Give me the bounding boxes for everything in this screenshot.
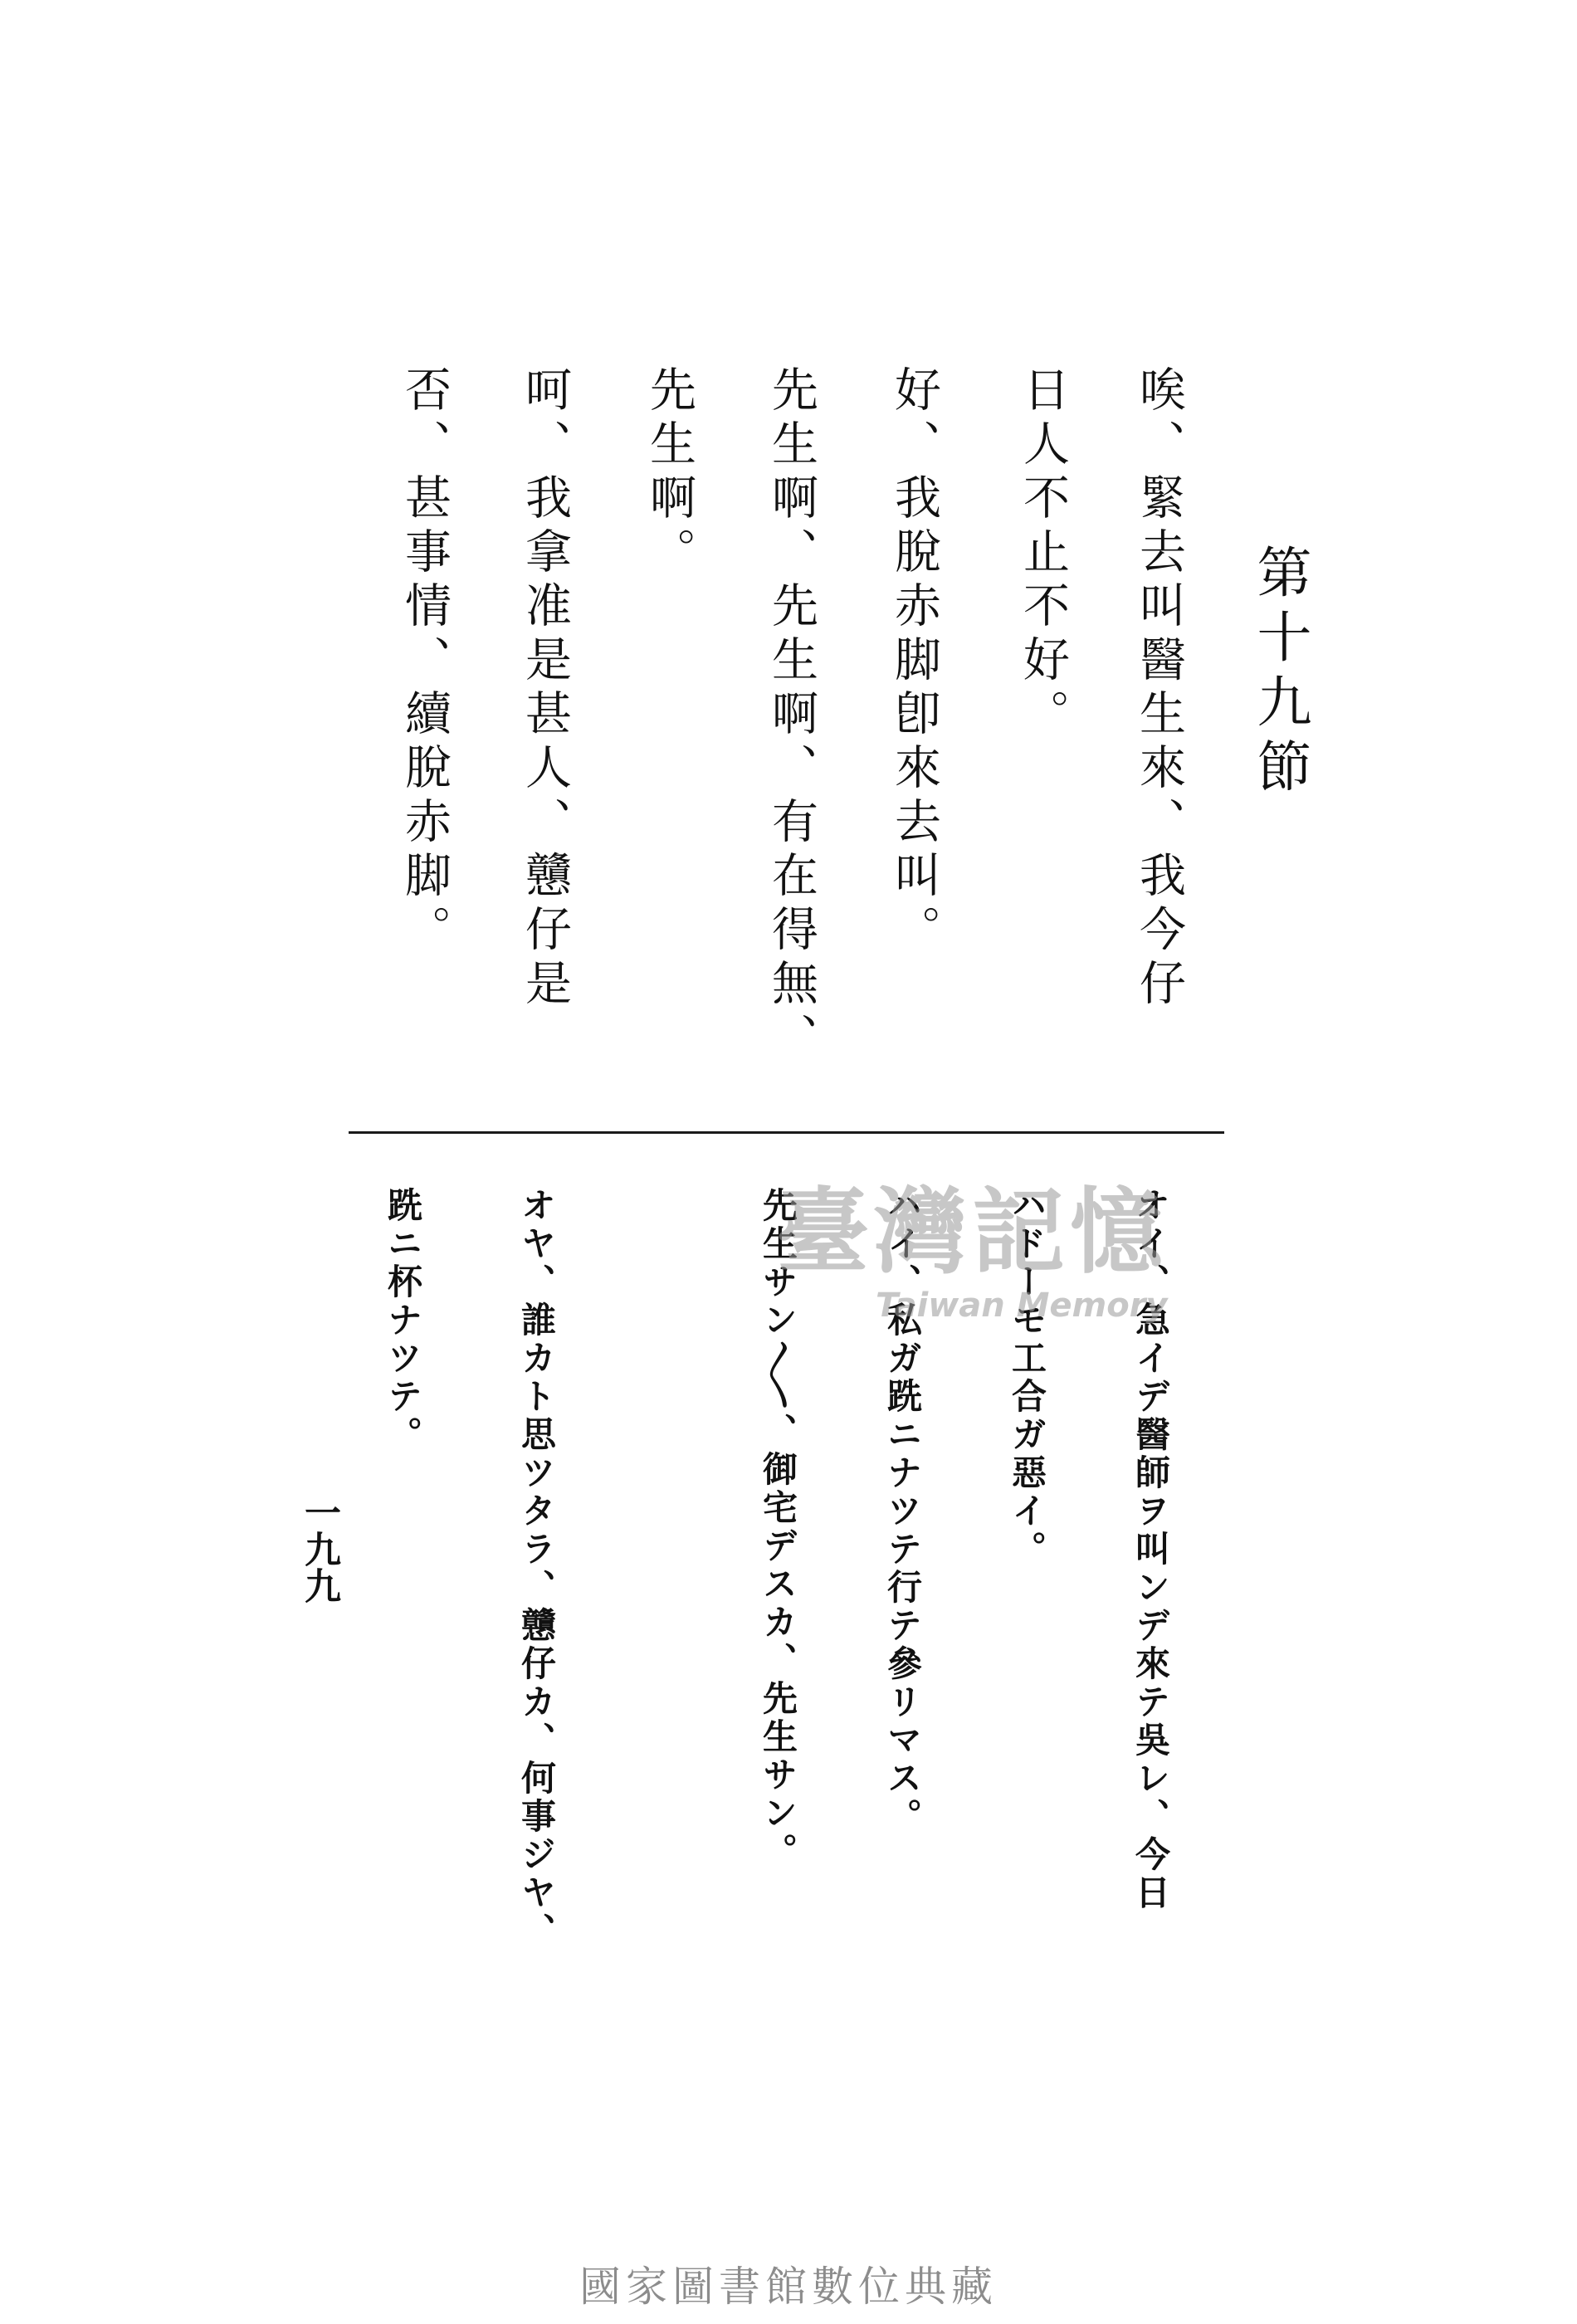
footer-credit: 國家圖書館數位典藏 [579, 2263, 998, 2311]
upper-line-5: 先生啊。 [642, 365, 696, 581]
lower-line-4: 先生サン〳〵、御宅デスカ、先生サン。 [758, 1187, 798, 1871]
upper-line-1: 唉、緊去叫醫生來、我今仔 [1132, 365, 1186, 1013]
lower-line-3: ハイ、私ガ跣ニナツテ行テ參リマス。 [882, 1187, 923, 1836]
watermark-english: Taiwan Memory [876, 1286, 1168, 1325]
watermark-logo [776, 1158, 1168, 1325]
section-divider [349, 1131, 1224, 1134]
upper-line-4: 先生啊、先生啊、有在得無、 [764, 365, 818, 1067]
upper-line-3: 好、我脫赤脚卽來去叫。 [887, 365, 941, 959]
lower-line-5: オヤ、誰カト思ツタラ、戇仔カ、何事ジヤ、 [516, 1187, 557, 1950]
upper-line-7: 否、甚事情、續脫赤脚。 [398, 365, 452, 959]
lower-line-6: 跣ニ杯ナツテ。 [383, 1187, 423, 1454]
watermark-chinese: 臺灣記憶 [776, 1178, 1168, 1286]
lower-line-1: オイ、急イデ醫師ヲ叫ンデ來テ吳レ、今日 [1130, 1187, 1171, 1912]
lower-line-2: ハドーモ工合ガ惡イ。 [1007, 1187, 1047, 1569]
section-title: 第十九節 [1247, 544, 1311, 803]
page-number: 一九九 [298, 1494, 340, 1604]
upper-line-2: 日人不止不好。 [1016, 365, 1070, 743]
upper-line-6: 呵、我拿准是甚人、戇仔是 [518, 365, 572, 1013]
